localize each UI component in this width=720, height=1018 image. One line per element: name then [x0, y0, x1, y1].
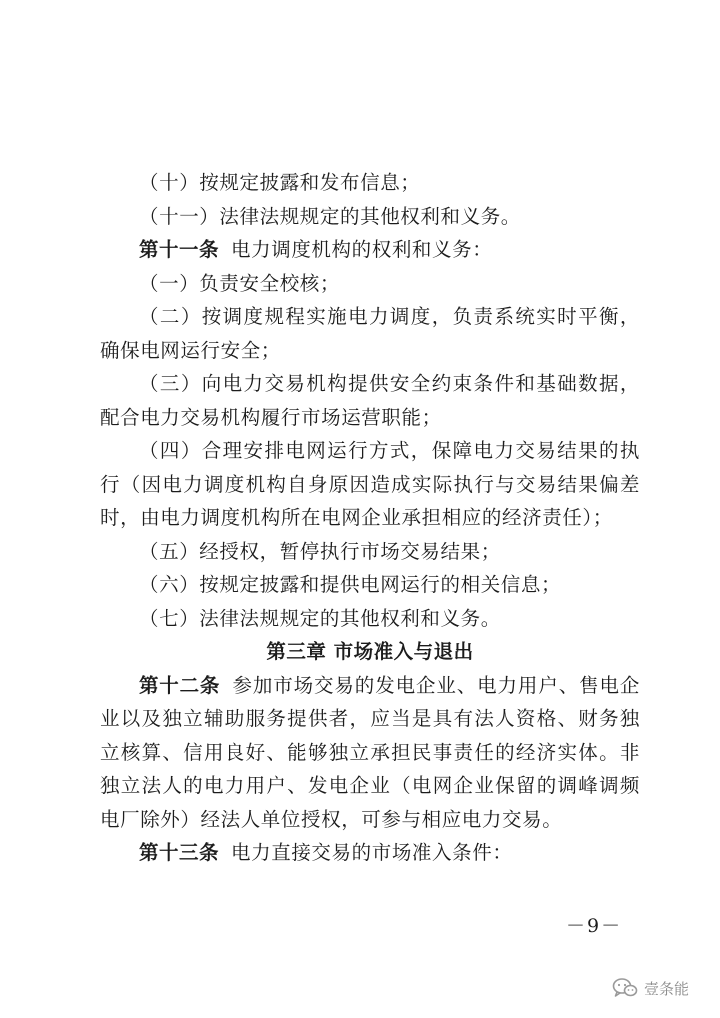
list-item: （十）按规定披露和发布信息；: [139, 171, 421, 194]
wechat-icon: [612, 977, 638, 999]
article-number: 第十三条: [139, 841, 220, 864]
article-paragraph: [100, 836, 640, 870]
article-text: 参加市场交易的发电企业、电力用户、售电企业以及独立辅助服务提供者，应当是具有法人资格、财务独立核算、信用良好、能够独立承担民事责任的经济实体。非独立法人的电力用户、发电企业（电网企业保留的调峰调频电厂除外）经法人单位授权，可参与相应电力交易。: [100, 673, 640, 831]
page-number: －9－: [566, 915, 623, 937]
list-item: （三）向电力交易机构提供安全约束条件和基础数据，配合电力交易机构履行市场运营职能；: [100, 372, 640, 429]
list-item: （四）合理安排电网运行方式，保障电力交易结果的执行（因电力调度机构自身原因造成实际执行与交易结果偏差时，由电力调度机构所在电网企业承担相应的经济责任）；: [100, 439, 640, 529]
watermark: [612, 976, 689, 1000]
watermark-text: 壹条能: [644, 979, 690, 998]
list-item: （十一）法律法规规定的其他权利和义务。: [139, 204, 521, 228]
article-number: 第十二条: [139, 673, 221, 697]
article-paragraph: [100, 233, 640, 267]
list-item: （六）按规定披露和提供电网运行的相关信息；: [139, 573, 562, 596]
document-body: [100, 166, 640, 870]
article-text: 电力调度机构的权利和义务：: [231, 238, 493, 261]
article-number: 第十一条: [139, 238, 220, 261]
article-paragraph: [100, 669, 640, 837]
chapter-heading: 第三章 市场准入与退出: [266, 640, 474, 663]
list-item: （七）法律法规规定的其他权利和义务。: [139, 606, 501, 630]
list-item: （一）负责安全校核；: [139, 271, 341, 295]
list-item: （五）经授权，暂停执行市场交易结果；: [139, 539, 501, 563]
list-item: （二）按调度规程实施电力调度，负责系统实时平衡，确保电网运行安全；: [100, 305, 640, 362]
article-text: 电力直接交易的市场准入条件：: [231, 841, 513, 864]
